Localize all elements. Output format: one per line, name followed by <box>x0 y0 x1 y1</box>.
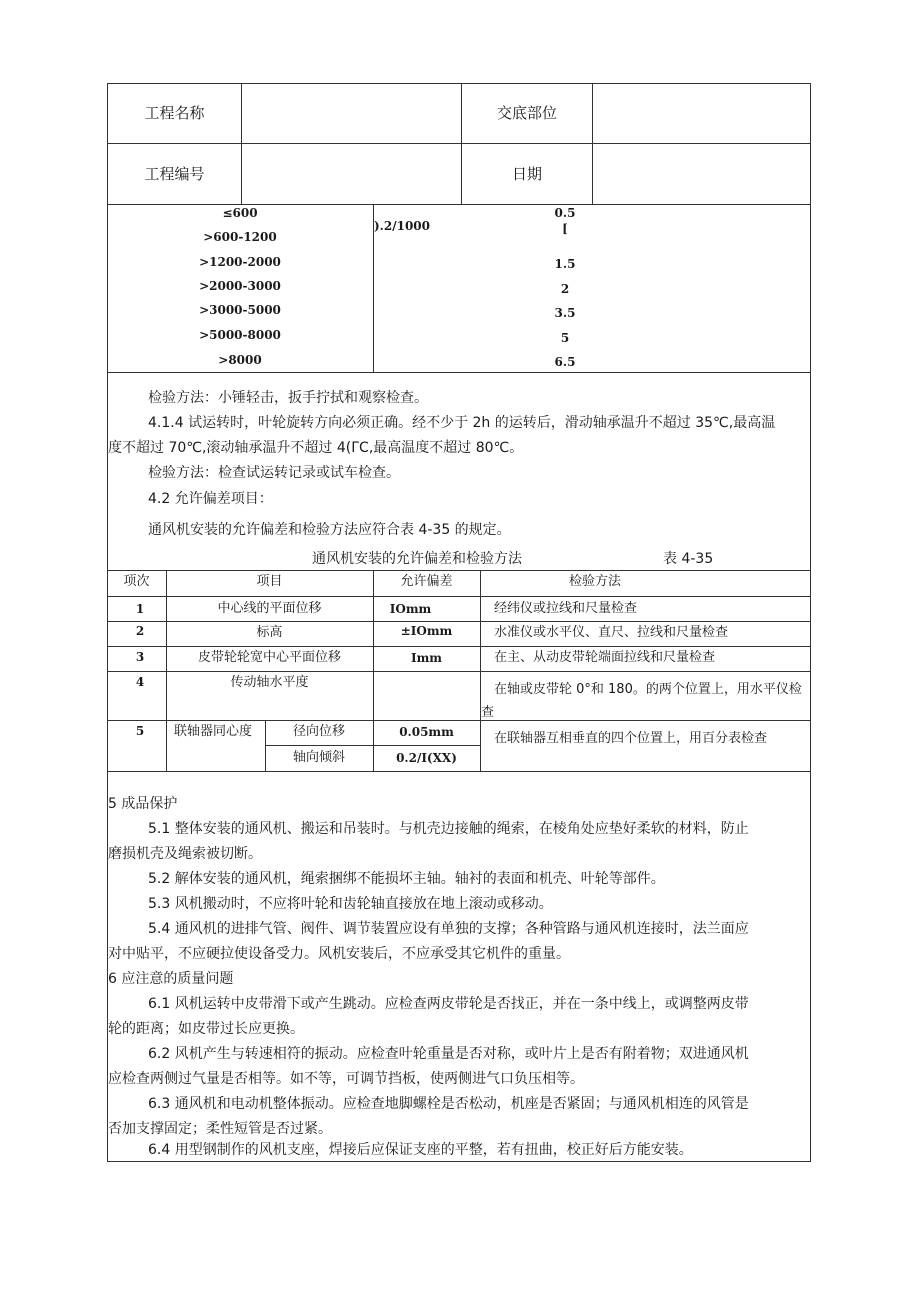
t435-line-top <box>107 570 811 571</box>
para-6-3-line2: 否加支撑固定；柔性短管是否过紧。 <box>108 1121 332 1137</box>
trial-run-line-2: 度不超过 70℃,滚动轴承温升不超过 4(ΓC,最高温度不超过 80℃。 <box>108 440 524 456</box>
row-method-line2: 查 <box>481 705 495 720</box>
row-item: 皮带轮轮宽中心平面位移 <box>197 650 341 665</box>
row-item: 中心线的平面位移 <box>217 601 322 616</box>
header-vline-1 <box>241 83 242 204</box>
t435-line-bottom <box>107 771 811 772</box>
row-method: 水准仪或水平仪、直尺、拉线和尺量检查 <box>494 625 729 640</box>
row-tolerance: IOmm <box>389 602 432 616</box>
t435-vline-2 <box>373 570 374 720</box>
row-method: 在联轴器互相垂直的四个位置上，用百分表检查 <box>494 731 768 746</box>
th-method: 检验方法 <box>568 574 621 589</box>
tolerance-intro: 通风机安装的允许偏差和检验方法应符合表 4-35 的规定。 <box>148 522 511 538</box>
row-no: 5 <box>135 724 145 738</box>
project-name-label: 工程名称 <box>144 104 205 122</box>
t435-line-h3 <box>107 646 811 647</box>
value-cell: 0.5 <box>554 206 576 220</box>
range-cell: >8000 <box>218 353 262 367</box>
header-divider-1 <box>107 143 811 144</box>
row-no: 1 <box>135 602 145 616</box>
value-cell: 5 <box>560 331 570 345</box>
range-cell: ≤600 <box>222 206 258 220</box>
value-cell: 3.5 <box>554 306 576 320</box>
para-6-4: 6.4 用型钢制作的风机支座，焊接后应保证支座的平整，若有扭曲，校正好后方能安装。 <box>148 1142 693 1158</box>
row-no: 4 <box>135 675 145 689</box>
project-no-label: 工程编号 <box>144 165 205 183</box>
para-5-1-line2: 磨损机壳及绳索被切断。 <box>108 846 262 862</box>
table-number: 表 4-35 <box>663 551 714 567</box>
inspection-method-2: 检验方法：检查试运转记录或试车检查。 <box>148 465 400 481</box>
para-6-3-line1: 6.3 通风机和电动机整体振动。应检查地脚螺栓是否松动，机座是否紧固；与通风机相连的风管是 <box>148 1096 749 1112</box>
row-sub-item-1: 径向位移 <box>292 724 345 739</box>
para-6-1-line2: 轮的距离；如皮带过长应更换。 <box>108 1021 304 1037</box>
para-5-3: 5.3 风机搬动时，不应将叶轮和齿轮轴直接放在地上滚动或移动。 <box>148 896 553 912</box>
row-no: 2 <box>135 624 145 638</box>
handover-part-label: 交底部位 <box>496 104 557 122</box>
range-cell: >600-1200 <box>203 230 277 244</box>
range-cell: >5000-8000 <box>199 328 281 342</box>
row-item: 传动轴水平度 <box>230 675 309 690</box>
t435-line-h4 <box>107 671 811 672</box>
header-vline-3 <box>592 83 593 204</box>
diameter-bottom-line <box>107 372 811 373</box>
t435-line-h1 <box>107 596 811 597</box>
ratio-cell: ).2/1000 <box>374 219 430 233</box>
inspection-method-1: 检验方法：小锤轻击，扳手拧拭和观察检查。 <box>148 390 428 406</box>
para-5-1-line1: 5.1 整体安装的通风机、搬运和吊装时。与机壳边接触的绳索，在棱角处应垫好柔软的材料，防止 <box>148 821 749 837</box>
section5-title: 5 成品保护 <box>108 796 178 812</box>
table-caption: 通风机安装的允许偏差和检验方法 <box>312 551 522 567</box>
value-cell: 1.5 <box>554 257 576 271</box>
para-5-2: 5.2 解体安装的通风机，绳索捆绑不能损坏主轴。轴衬的表面和机壳、叶轮等部件。 <box>148 871 665 887</box>
row-no: 3 <box>135 650 145 664</box>
tolerance-heading: 4.2 允许偏差项目： <box>148 491 273 507</box>
trial-run-line-1: 4.1.4 试运转时，叶轮旋转方向必须正确。经不少于 2h 的运转后，滑动轴承温升不超过 35℃,最高温 <box>148 415 776 431</box>
range-cell: >3000-5000 <box>199 303 281 317</box>
range-cell: >1200-2000 <box>199 255 281 269</box>
row-tolerance: ±IOmm <box>400 624 453 638</box>
th-item: 项目 <box>256 574 283 589</box>
row-tolerance-2: 0.2/I(XX) <box>396 751 457 765</box>
row-sub-item-2: 轴向倾斜 <box>292 750 345 765</box>
value-cell: 6.5 <box>554 355 576 369</box>
header-vline-2 <box>461 83 462 204</box>
range-cell: >2000-3000 <box>199 279 281 293</box>
t435-vline-4 <box>480 570 481 771</box>
value-cell: [ <box>562 222 568 236</box>
para-6-2-line2: 应检查两侧过气量是否相等。如不等，可调节挡板，使两侧进气口负压相等。 <box>108 1071 584 1087</box>
row-method: 在主、从动皮带轮端面拉线和尺量检查 <box>494 650 716 665</box>
para-6-2-line1: 6.2 风机产生与转速相符的振动。应检查叶轮重量是否对称，或叶片上是否有附着物；双进通风机 <box>148 1046 749 1062</box>
row-tolerance: Imm <box>410 651 442 665</box>
row-method-line1: 在轴或皮带轮 0°和 180。的两个位置上，用水平仪检 <box>494 682 802 697</box>
row-item: 联轴器同心度 <box>174 724 253 739</box>
section6-title: 6 应注意的质量问题 <box>108 971 234 987</box>
row-method: 经纬仪或拉线和尺量检查 <box>494 601 638 616</box>
t435-line-h5 <box>107 720 811 721</box>
date-label: 日期 <box>511 165 542 183</box>
row-tolerance-1: 0.05mm <box>399 725 454 739</box>
para-5-4-line1: 5.4 通风机的进排气管、阀件、调节装置应设有单独的支撑；各种管路与通风机连接时，法兰面应 <box>148 921 749 937</box>
para-5-4-line2: 对中贴平，不应硬拉使设备受力。风机安装后，不应承受其它机件的重量。 <box>108 946 570 962</box>
para-6-1-line1: 6.1 风机运转中皮带滑下或产生跳动。应检查两皮带轮是否找正，并在一条中线上，或调整两皮带 <box>148 996 749 1012</box>
th-tolerance: 允许偏差 <box>400 574 453 589</box>
th-no: 项次 <box>123 574 150 589</box>
value-cell: 2 <box>560 282 570 296</box>
row-item: 标高 <box>256 625 283 640</box>
